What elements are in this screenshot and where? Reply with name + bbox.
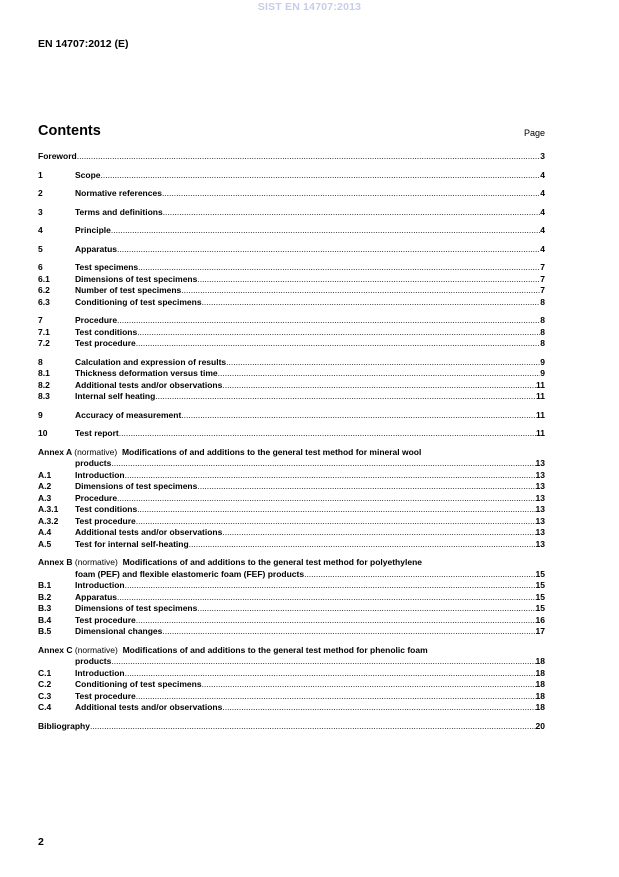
- toc-page: 9: [540, 368, 545, 378]
- toc-number: C.1: [38, 667, 52, 678]
- toc-number: 7.1: [38, 326, 50, 337]
- toc-entry-8-2[interactable]: [38, 380, 545, 392]
- toc-annex-a-heading-cont[interactable]: [38, 458, 545, 470]
- dot-leader: [218, 368, 541, 380]
- annex-type: (normative): [74, 557, 118, 567]
- toc-entry-8-1[interactable]: [38, 368, 545, 380]
- toc-page: 7: [540, 273, 545, 284]
- toc-entry-procedure[interactable]: [38, 315, 545, 327]
- annex-title: Modifications of and additions to the general test method for phenolic foam: [122, 644, 428, 655]
- toc-title: Accuracy of measurement: [75, 409, 182, 420]
- toc-page: 8: [540, 326, 545, 337]
- toc-entry-7-1[interactable]: [38, 327, 545, 339]
- toc-number: 6.2: [38, 285, 50, 295]
- toc-number: 8.1: [38, 368, 50, 378]
- toc-number: 8.3: [38, 391, 50, 401]
- toc-title: Test specimens: [75, 262, 139, 272]
- toc-title: Additional tests and/or observations: [75, 527, 223, 537]
- toc-page: 15: [535, 603, 545, 613]
- dot-leader: [202, 297, 541, 309]
- toc-number: A.4: [38, 527, 52, 537]
- annex-title-cont: products: [75, 656, 112, 666]
- toc-page: 18: [535, 656, 545, 666]
- toc-page: 4: [540, 243, 545, 254]
- annex-label: Annex C: [38, 644, 73, 655]
- toc-page: 7: [540, 262, 545, 272]
- toc-page: 3: [540, 151, 545, 161]
- dot-leader: [137, 504, 535, 516]
- toc-entry-a-3-1[interactable]: [38, 504, 545, 516]
- dot-leader: [119, 428, 536, 440]
- toc-page: 15: [535, 591, 545, 602]
- toc-title: Additional tests and/or observations: [75, 379, 223, 390]
- toc-entry-a-1[interactable]: [38, 470, 545, 482]
- toc-title: Dimensions of test specimens: [75, 481, 198, 491]
- toc-title: Bibliography: [38, 720, 90, 731]
- toc-entry-foreword[interactable]: [38, 151, 545, 163]
- annex-label: Annex A: [38, 446, 72, 457]
- toc-number: A.1: [38, 469, 52, 480]
- contents-heading: Contents: [38, 123, 101, 139]
- toc-title: Test procedure: [75, 690, 136, 701]
- toc-entry-b-3[interactable]: [38, 603, 545, 615]
- toc-title: Procedure: [75, 315, 118, 325]
- toc-number: A.3: [38, 492, 52, 503]
- toc-number: 10: [38, 428, 48, 438]
- toc-page: 13: [535, 469, 545, 480]
- toc-title: Number of test specimens: [75, 285, 182, 295]
- toc-title: Additional tests and/or observations: [75, 702, 223, 712]
- toc-title: Test procedure: [75, 338, 136, 348]
- toc-title: Introduction: [75, 667, 125, 678]
- dot-leader: [136, 516, 536, 528]
- toc-entry-calculation[interactable]: [38, 357, 545, 369]
- toc-annex-c-heading[interactable]: [38, 645, 545, 657]
- dot-leader: [181, 410, 536, 422]
- dot-leader: [77, 151, 541, 163]
- annex-title-cont: foam (PEF) and flexible elastomeric foam (FEF) products: [75, 568, 305, 579]
- dot-leader: [222, 527, 535, 539]
- toc-title: Test conditions: [75, 504, 138, 514]
- toc-entry-apparatus[interactable]: [38, 244, 545, 256]
- document-id: EN 14707:2012 (E): [38, 38, 129, 50]
- toc-page: 4: [540, 225, 545, 235]
- toc-page: 7: [540, 285, 545, 295]
- toc-entry-a-3[interactable]: [38, 493, 545, 505]
- toc-number: C.2: [38, 679, 52, 689]
- toc-title: Test for internal self-heating: [75, 538, 189, 549]
- toc-title: Test conditions: [75, 326, 138, 337]
- toc-page: 11: [536, 379, 545, 390]
- toc-number: 3: [38, 206, 43, 217]
- toc-title: Test report: [75, 428, 119, 438]
- toc-page: 8: [540, 338, 545, 348]
- annex-title: Modifications of and additions to the general test method for mineral wool: [121, 446, 422, 457]
- dot-leader: [117, 244, 540, 256]
- toc-page: 13: [535, 481, 545, 491]
- toc-page: 11: [536, 391, 545, 401]
- dot-leader: [163, 207, 541, 219]
- toc-page: 4: [540, 206, 545, 217]
- toc-entry-b-5[interactable]: [38, 626, 545, 638]
- toc-title: Scope: [75, 169, 101, 180]
- toc-entry-6-3[interactable]: [38, 297, 545, 309]
- toc-page: 17: [535, 626, 545, 636]
- table-of-contents: [38, 151, 545, 732]
- dot-leader: [222, 380, 536, 392]
- dot-leader: [162, 626, 535, 638]
- dot-leader: [226, 357, 540, 369]
- toc-title: Apparatus: [75, 243, 118, 254]
- dot-leader: [111, 458, 535, 470]
- toc-title: Thickness deformation versus time: [75, 368, 218, 378]
- page-number: 2: [38, 836, 44, 848]
- toc-entry-principle[interactable]: [38, 225, 545, 237]
- dot-leader: [304, 569, 535, 581]
- toc-page: 9: [540, 356, 545, 367]
- toc-page: 15: [535, 580, 545, 590]
- toc-number: 6: [38, 262, 43, 272]
- toc-entry-a-5[interactable]: [38, 539, 545, 551]
- toc-page: 13: [535, 538, 545, 549]
- toc-page: 13: [535, 492, 545, 503]
- page-column-label: Page: [523, 128, 545, 138]
- toc-number: 7: [38, 315, 43, 325]
- toc-entry-normative-references[interactable]: [38, 188, 545, 200]
- toc-title: Normative references: [75, 188, 162, 198]
- toc-title: Conditioning of test specimens: [75, 679, 202, 689]
- toc-title: Principle: [75, 225, 111, 235]
- toc-number: 8.2: [38, 379, 50, 390]
- toc-number: A.3.1: [38, 504, 59, 514]
- dot-leader: [117, 493, 535, 505]
- toc-title: Test procedure: [75, 515, 136, 526]
- dot-leader: [181, 285, 540, 297]
- toc-title: Apparatus: [75, 591, 118, 602]
- toc-page: 18: [535, 690, 545, 701]
- toc-entry-test-specimens[interactable]: [38, 262, 545, 274]
- toc-title: Procedure: [75, 492, 118, 503]
- toc-entry-6-1[interactable]: [38, 274, 545, 286]
- dot-leader: [101, 170, 541, 182]
- dot-leader: [125, 580, 536, 592]
- toc-number: B.3: [38, 603, 52, 613]
- dot-leader: [155, 391, 536, 403]
- toc-title: Test procedure: [75, 614, 136, 625]
- annex-title-cont: products: [75, 458, 112, 468]
- toc-annex-c-heading-cont[interactable]: [38, 656, 545, 668]
- dot-leader: [125, 470, 536, 482]
- toc-entry-a-4[interactable]: [38, 527, 545, 539]
- toc-entry-accuracy[interactable]: [38, 410, 545, 422]
- toc-page: 8: [540, 315, 545, 325]
- annex-type: (normative): [74, 446, 118, 457]
- toc-page: 11: [536, 409, 545, 420]
- toc-page: 8: [540, 296, 545, 307]
- toc-entry-8-3[interactable]: [38, 391, 545, 403]
- toc-number: 5: [38, 243, 43, 254]
- toc-entry-b-4[interactable]: [38, 615, 545, 627]
- toc-page: 13: [535, 504, 545, 514]
- toc-entry-terms[interactable]: [38, 207, 545, 219]
- toc-number: A.2: [38, 481, 52, 491]
- dot-leader: [202, 679, 536, 691]
- toc-number: B.5: [38, 626, 52, 636]
- toc-number: C.3: [38, 690, 52, 701]
- dot-leader: [90, 721, 536, 733]
- dot-leader: [136, 338, 540, 350]
- toc-number: 6.1: [38, 273, 50, 284]
- toc-page: 18: [535, 679, 545, 689]
- toc-title: Conditioning of test specimens: [75, 296, 202, 307]
- toc-number: 7.2: [38, 338, 50, 348]
- annex-title: Modifications of and additions to the general test method for polyethylene: [122, 557, 422, 567]
- dot-leader: [138, 262, 540, 274]
- dot-leader: [136, 691, 536, 703]
- toc-number: B.1: [38, 580, 52, 590]
- toc-entry-c-4[interactable]: [38, 702, 545, 714]
- toc-entry-test-report[interactable]: [38, 428, 545, 440]
- toc-page: 4: [540, 188, 545, 198]
- toc-number: 2: [38, 188, 43, 198]
- toc-title: Introduction: [75, 580, 125, 590]
- dot-leader: [197, 603, 535, 615]
- toc-entry-a-3-2[interactable]: [38, 516, 545, 528]
- toc-number: C.4: [38, 702, 52, 712]
- toc-number: A.5: [38, 538, 52, 549]
- toc-annex-b-heading[interactable]: [38, 557, 545, 569]
- annex-type: (normative): [74, 644, 118, 655]
- toc-page: 4: [540, 169, 545, 180]
- toc-number: B.4: [38, 614, 52, 625]
- toc-entry-scope[interactable]: [38, 170, 545, 182]
- toc-page: 13: [535, 458, 545, 468]
- dot-leader: [136, 615, 536, 627]
- toc-number: A.3.2: [38, 515, 59, 526]
- toc-number: 9: [38, 409, 43, 420]
- toc-page: 18: [535, 702, 545, 712]
- toc-page: 13: [535, 515, 545, 526]
- toc-title: Calculation and expression of results: [75, 356, 227, 367]
- toc-annex-b-heading-cont[interactable]: [38, 569, 545, 581]
- toc-title: Dimensions of test specimens: [75, 273, 198, 284]
- dot-leader: [137, 327, 540, 339]
- toc-title: Terms and definitions: [75, 206, 163, 217]
- toc-page: 13: [535, 527, 545, 537]
- toc-entry-7-2[interactable]: [38, 338, 545, 350]
- toc-number: 6.3: [38, 296, 50, 307]
- dot-leader: [197, 481, 535, 493]
- toc-entry-a-2[interactable]: [38, 481, 545, 493]
- toc-title: Introduction: [75, 469, 125, 480]
- toc-entry-6-2[interactable]: [38, 285, 545, 297]
- toc-entry-c-3[interactable]: [38, 691, 545, 703]
- toc-title: Dimensions of test specimens: [75, 603, 198, 613]
- toc-page: 16: [535, 614, 545, 625]
- dot-leader: [117, 315, 540, 327]
- toc-number: B.2: [38, 591, 52, 602]
- toc-entry-c-2[interactable]: [38, 679, 545, 691]
- dot-leader: [125, 668, 536, 680]
- dot-leader: [222, 702, 535, 714]
- toc-number: 4: [38, 225, 43, 235]
- toc-annex-a-heading[interactable]: [38, 447, 545, 459]
- dot-leader: [197, 274, 540, 286]
- dot-leader: [189, 539, 536, 551]
- dot-leader: [111, 656, 535, 668]
- toc-title: Foreword: [38, 151, 77, 161]
- dot-leader: [117, 592, 535, 604]
- toc-entry-b-2[interactable]: [38, 592, 545, 604]
- toc-page: 18: [535, 667, 545, 678]
- toc-title: Internal self heating: [75, 391, 156, 401]
- toc-number: 8: [38, 356, 43, 367]
- annex-label: Annex B: [38, 557, 73, 567]
- dot-leader: [111, 225, 540, 237]
- toc-page: 11: [536, 428, 545, 438]
- watermark: SIST EN 14707:2013: [257, 1, 362, 13]
- toc-entry-bibliography[interactable]: [38, 721, 545, 733]
- dot-leader: [162, 188, 540, 200]
- toc-entry-c-1[interactable]: [38, 668, 545, 680]
- toc-page: 20: [535, 720, 545, 731]
- toc-entry-b-1[interactable]: [38, 580, 545, 592]
- toc-page: 15: [535, 568, 545, 579]
- toc-number: 1: [38, 169, 43, 180]
- toc-title: Dimensional changes: [75, 626, 163, 636]
